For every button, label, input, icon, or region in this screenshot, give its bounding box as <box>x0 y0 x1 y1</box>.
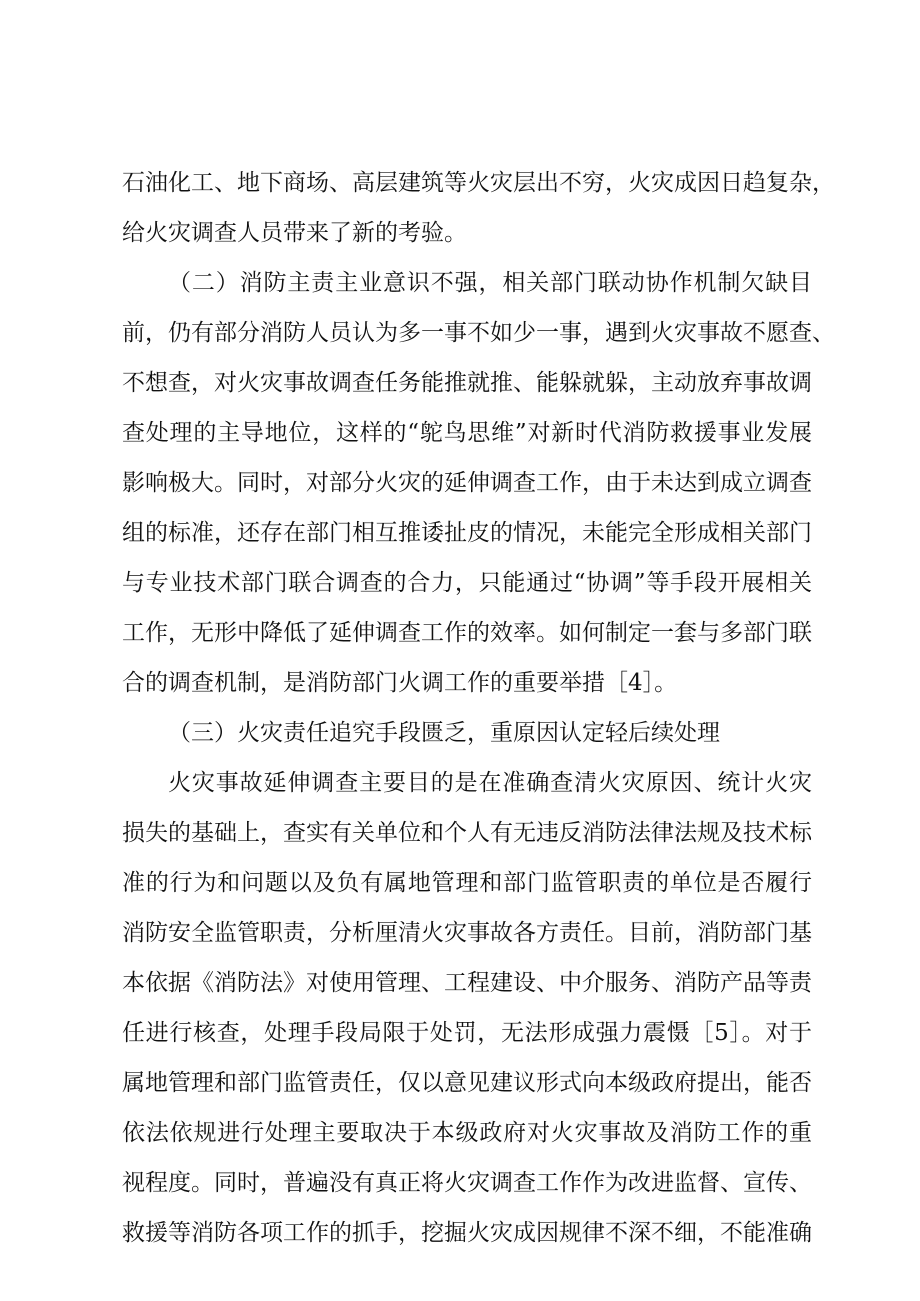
text-line: 消防安全监管职责，分析厘清火灾事故各方责任。目前，消防部门基 <box>122 920 812 946</box>
text-line: 工作，无形中降低了延伸调查工作的效率。如何制定一套与多部门联 <box>122 620 812 646</box>
text-line: 本依据《消防法》对使用管理、工程建设、中介服务、消防产品等责 <box>122 970 812 996</box>
text-line: 属地管理和部门监管责任，仅以意见建议形式向本级政府提出，能否 <box>122 1070 812 1096</box>
section-heading-3: （三）火灾责任追究手段匮乏，重原因认定轻后续处理 <box>168 720 720 746</box>
text-line: 不想查，对火灾事故调查任务能推就推、能躲就躲，主动放弃事故调 <box>122 370 812 396</box>
text-line: 救援等消防各项工作的抓手，挖掘火灾成因规律不深不细，不能准确 <box>122 1220 812 1246</box>
text-line: 火灾事故延伸调查主要目的是在准确查清火灾原因、统计火灾 <box>168 770 812 796</box>
text-line: 查处理的主导地位，这样的“鸵鸟思维”对新时代消防救援事业发展 <box>122 420 812 446</box>
text-line: 与专业技术部门联合调查的合力，只能通过“协调”等手段开展相关 <box>122 570 812 596</box>
section-heading-2: （二）消防主责主业意识不强，相关部门联动协作机制欠缺目 <box>168 270 812 296</box>
text-line: 损失的基础上，查实有关单位和个人有无违反消防法律法规及技术标 <box>122 820 812 846</box>
text-line: 合的调查机制，是消防部门火调工作的重要举措［4］。 <box>122 670 678 696</box>
text-line: 前，仍有部分消防人员认为多一事不如少一事，遇到火灾事故不愿查、 <box>122 320 835 346</box>
text-line: 给火灾调查人员带来了新的考验。 <box>122 220 467 246</box>
text-line: 任进行核查，处理手段局限于处罚，无法形成强力震慑［5］。对于 <box>122 1020 812 1046</box>
text-line: 依法依规进行处理主要取决于本级政府对火灾事故及消防工作的重 <box>122 1120 812 1146</box>
text-line: 石油化工、地下商场、高层建筑等火灾层出不穷，火灾成因日趋复杂， <box>122 170 835 196</box>
text-line: 视程度。同时，普遍没有真正将火灾调查工作作为改进监督、宣传、 <box>122 1170 812 1196</box>
text-line: 组的标准，还存在部门相互推诿扯皮的情况，未能完全形成相关部门 <box>122 520 812 546</box>
text-line: 影响极大。同时，对部分火灾的延伸调查工作，由于未达到成立调查 <box>122 470 812 496</box>
text-line: 准的行为和问题以及负有属地管理和部门监管职责的单位是否履行 <box>122 870 812 896</box>
body-text <box>122 158 835 1258</box>
